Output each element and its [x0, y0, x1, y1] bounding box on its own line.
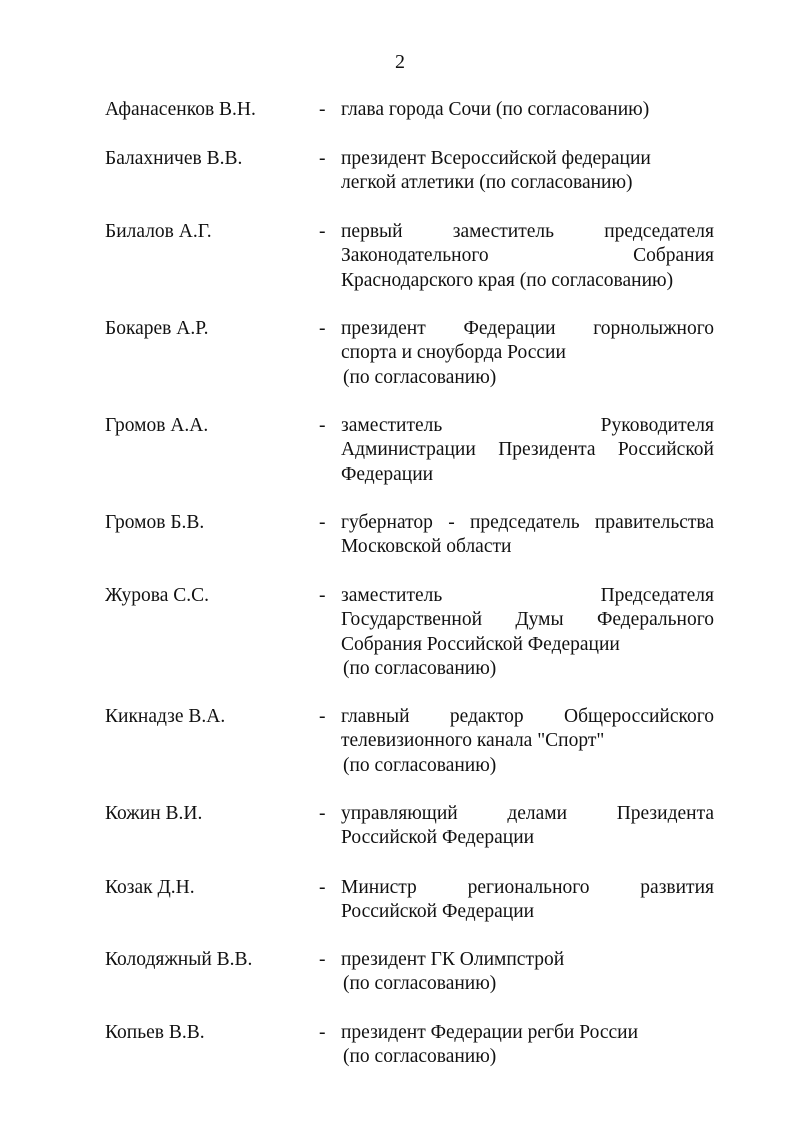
- dash-separator: -: [319, 585, 326, 606]
- position-description: [341, 584, 714, 681]
- person-name: Афанасенков В.Н.: [105, 99, 256, 120]
- position-description: [341, 1021, 714, 1070]
- description-line: Российской Федерации: [341, 827, 535, 849]
- description-line: управляющий делами Президента: [341, 803, 714, 824]
- description-line: Законодательного Собрания: [341, 245, 714, 267]
- description-line: (по согласованию): [343, 366, 497, 388]
- dash-separator: -: [319, 1022, 326, 1043]
- person-name: Журова С.С.: [105, 585, 210, 606]
- description-line: заместитель Руководителя: [341, 415, 714, 436]
- position-description: [341, 220, 714, 293]
- description-line: Федерации: [341, 463, 434, 485]
- description-line: глава города Сочи (по согласованию): [341, 99, 650, 120]
- description-line: Администрации Президента Российской: [341, 439, 714, 461]
- description-line: главный редактор Общероссийского: [341, 706, 714, 727]
- person-name: Балахничев В.В.: [105, 148, 243, 169]
- person-name: Копьев В.В.: [105, 1022, 205, 1043]
- description-line: телевизионного канала "Спорт": [341, 730, 605, 752]
- description-line: президент Всероссийской федерации: [341, 148, 651, 169]
- description-line: заместитель Председателя: [341, 585, 714, 606]
- dash-separator: -: [319, 318, 326, 339]
- position-description: [341, 802, 714, 851]
- person-name: Козак Д.Н.: [105, 877, 195, 898]
- description-line: (по согласованию): [343, 973, 497, 995]
- dash-separator: -: [319, 415, 326, 436]
- dash-separator: -: [319, 512, 326, 533]
- position-description: [341, 948, 714, 997]
- description-line: президент Федерации регби России: [341, 1022, 639, 1043]
- position-description: [341, 705, 714, 778]
- description-line: Министр регионального развития: [341, 877, 714, 898]
- description-line: президент ГК Олимпстрой: [341, 949, 565, 970]
- position-description: [341, 98, 714, 122]
- description-line: Государственной Думы Федерального: [341, 609, 714, 631]
- person-name: Кожин В.И.: [105, 803, 203, 824]
- description-line: президент Федерации горнолыжного: [341, 318, 714, 339]
- description-line: (по согласованию): [343, 754, 497, 776]
- description-line: Краснодарского края (по согласованию): [341, 269, 674, 291]
- dash-separator: -: [319, 803, 326, 824]
- position-description: [341, 876, 714, 925]
- position-description: [341, 317, 714, 390]
- dash-separator: -: [319, 148, 326, 169]
- person-name: Колодяжный В.В.: [105, 949, 253, 970]
- dash-separator: -: [319, 949, 326, 970]
- description-line: Российской Федерации: [341, 901, 535, 923]
- dash-separator: -: [319, 221, 326, 242]
- dash-separator: -: [319, 877, 326, 898]
- description-line: губернатор - председатель правительства: [341, 512, 714, 533]
- description-line: Собрания Российской Федерации: [341, 633, 620, 655]
- description-line: первый заместитель председателя: [341, 221, 714, 242]
- description-line: (по согласованию): [343, 657, 497, 679]
- person-name: Громов А.А.: [105, 415, 209, 436]
- dash-separator: -: [319, 706, 326, 727]
- description-line: легкой атлетики (по согласованию): [341, 172, 633, 194]
- person-name: Кикнадзе В.А.: [105, 706, 226, 727]
- position-description: [341, 511, 714, 560]
- position-description: [341, 147, 714, 196]
- person-name: Бокарев А.Р.: [105, 318, 209, 339]
- description-line: (по согласованию): [343, 1046, 497, 1068]
- position-description: [341, 414, 714, 487]
- page-number: 2: [395, 51, 405, 73]
- description-line: спорта и сноуборда России: [341, 342, 566, 364]
- person-name: Билалов А.Г.: [105, 221, 212, 242]
- person-name: Громов Б.В.: [105, 512, 205, 533]
- dash-separator: -: [319, 99, 326, 120]
- description-line: Московской области: [341, 536, 512, 558]
